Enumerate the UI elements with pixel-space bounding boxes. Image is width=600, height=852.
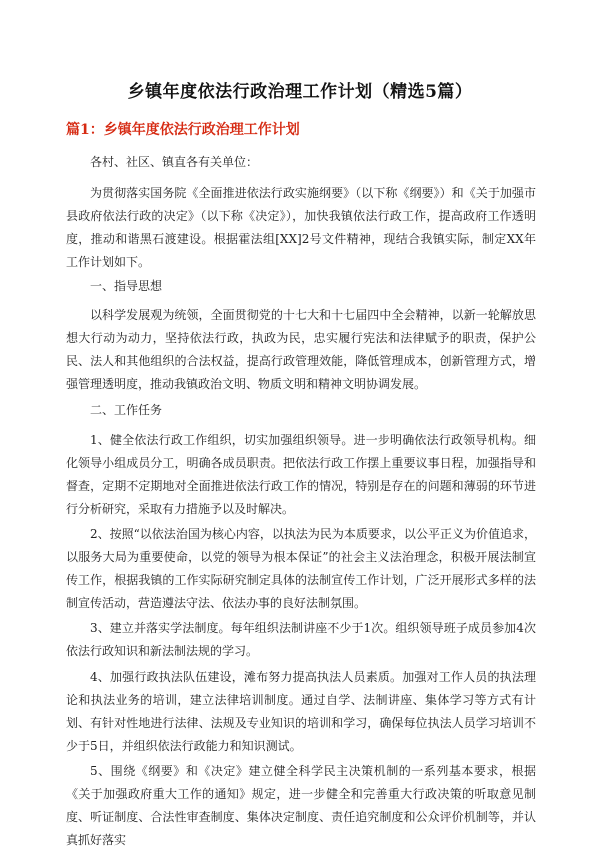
task-3-paragraph: 3、建立并落实学法制度。每年组织法制讲座不少于1次。组织领导班子成员参加4次依法行政知识和新法制法规的学习。 — [66, 621, 536, 658]
task-4-paragraph: 4、加强行政执法队伍建设，滩布努力提高执法人员素质。加强对工作人员的执法理论和执法业务的培训，建立法律培训制度。通过自学、法制讲座、集体学习等方式有计划、有针对性地进行法律、法规及专业知识的培训和学习，确保每位执法人员学习培训不少于5日，并组织依法行政能力和知识测试。 — [66, 670, 536, 753]
task-1-paragraph: 1、健全依法行政工作组织，切实加强组织领导。进一步明确依法行政领导机构。细化领导小组成员分工，明确各成员职责。把依法行政工作摆上重要议事日程，加强指导和督查，定期不定期地对全面推进依法行政工作的情况，特别是存在的问题和薄弱的环节进行分析研究，采取有力措施予以及时解决。 — [66, 433, 536, 516]
task-2-paragraph: 2、按照“以依法治国为核心内容，以执法为民为本质要求，以公平正义为价值追求，以服务大局为重要使命，以党的领导为根本保证”的社会主义法治理念，积极开展法制宣传工作，根据我镇的工作实际研究制定具体的法制宣传工作计划，广泛开展形式多样的法制宣传活动，营造遵法守法、依法办事的良好法制氛围。 — [66, 527, 536, 610]
task-5-paragraph: 5、围绕《纲要》和《决定》建立健全科学民主决策机制的一系列基本要求，根据《关于加强政府重大工作的通知》规定，进一步健全和完善重大行政决策的听取意见制度、听证制度、合法性审查制度、集体决定制度、责任追究制度和公众评价机制等，并认真抓好落实 — [66, 764, 536, 847]
heading-guiding-thought: 一、指导思想 — [90, 279, 163, 293]
document-title: 乡镇年度依法行政治理工作计划（精选5篇） — [127, 82, 473, 102]
intro-paragraph: 为贯彻落实国务院《全面推进依法行政实施纲要》（以下称《纲要》）和《关于加强市县政府依法行政的决定》（以下称《决定》），加快我镇依法行政工作，提高政府工作透明度，推动和谐黑石渡建设。根据霍法组[XX]2号文件精神，现结合我镇实际，制定XX年工作计划如下。 — [66, 186, 536, 269]
heading-work-tasks: 二、工作任务 — [90, 403, 163, 417]
guiding-thought-paragraph: 以科学发展观为统领，全面贯彻党的十七大和十七届四中全会精神，以新一轮解放思想大行动为动力，坚持依法行政，执政为民，忠实履行宪法和法律赋予的职责，保护公民、法人和其他组织的合法权益，提高行政管理效能，降低管理成本，创新管理方式，增强管理透明度，推动我镇政治文明、物质文明和精神文明协调发展。 — [66, 308, 536, 391]
section-title: 篇1：乡镇年度依法行政治理工作计划 — [66, 122, 300, 138]
salutation: 各村、社区、镇直各有关单位： — [90, 155, 259, 169]
